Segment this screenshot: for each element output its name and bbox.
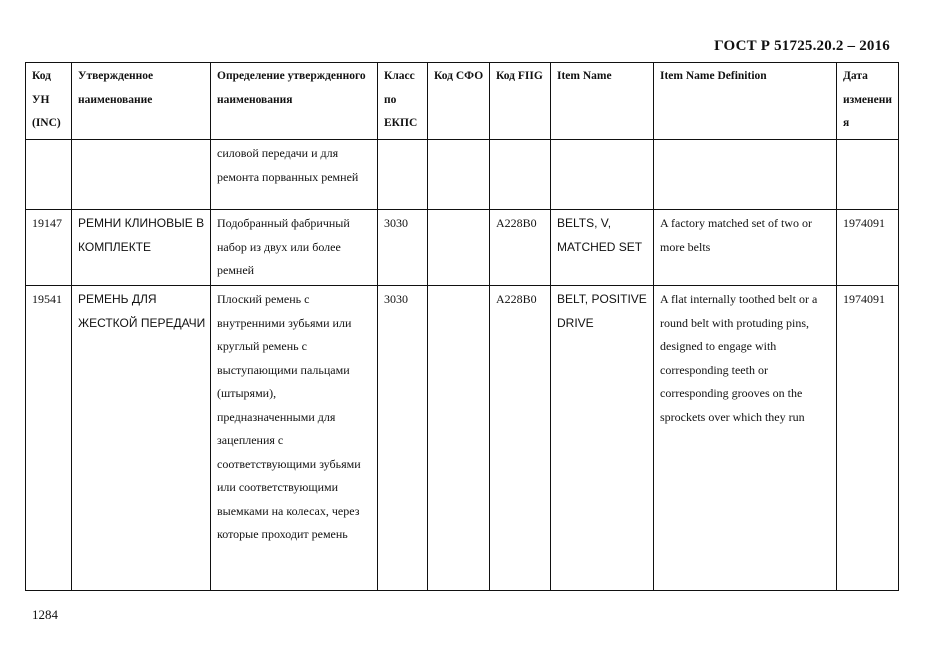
- cell-approved-name: [72, 140, 211, 210]
- page-number: 1284: [32, 607, 58, 622]
- cell-item-name: BELTS, V, MATCHED SET: [551, 210, 654, 286]
- cell-item-name-definition: A flat internally toothed belt or a round belt with protuding pins, designed to engage with corresponding teeth or corresponding grooves on the sprockets over which they run: [654, 286, 837, 591]
- cell-approved-name: РЕМЕНЬ ДЛЯ ЖЕСТКОЙ ПЕРЕДАЧИ: [72, 286, 211, 591]
- cell-fiig: [490, 140, 551, 210]
- column-header-definition: Определение утвержденного наименования: [211, 63, 378, 140]
- document-standard-header: ГОСТ Р 51725.20.2 – 2016: [714, 38, 890, 54]
- column-header-change-date: Дата изменения: [837, 63, 899, 140]
- cell-class: 3030: [378, 286, 428, 591]
- cell-change-date: 1974091: [837, 286, 899, 591]
- cell-inc: 19541: [26, 286, 72, 591]
- cell-sfo: [428, 140, 490, 210]
- table-row: [26, 140, 899, 210]
- classification-table: [25, 62, 899, 591]
- column-header-inc: Код УН (INC): [26, 63, 72, 140]
- cell-change-date: 1974091: [837, 210, 899, 286]
- cell-fiig: A228B0: [490, 286, 551, 591]
- table-row: [26, 286, 899, 591]
- column-header-item-name: Item Name: [551, 63, 654, 140]
- cell-item-name: [551, 140, 654, 210]
- cell-change-date: [837, 140, 899, 210]
- cell-definition: Плоский ремень с внутренними зубьями или круглый ремень с выступающими пальцами (штырями), предназначенными для зацепления с соответствующими зубьями или соответствующими выемками на колесах, через которые проходит ремень: [211, 286, 378, 591]
- cell-inc: [26, 140, 72, 210]
- column-header-sfo: Код СФО: [428, 63, 490, 140]
- cell-class: [378, 140, 428, 210]
- cell-sfo: [428, 286, 490, 591]
- cell-class: 3030: [378, 210, 428, 286]
- cell-definition: силовой передачи и для ремонта порванных ремней: [211, 140, 378, 210]
- table-header-row: [26, 63, 899, 140]
- cell-sfo: [428, 210, 490, 286]
- column-header-fiig: Код FIIG: [490, 63, 551, 140]
- table-row: [26, 210, 899, 286]
- cell-fiig: A228B0: [490, 210, 551, 286]
- cell-inc: 19147: [26, 210, 72, 286]
- cell-item-name-definition: A factory matched set of two or more belts: [654, 210, 837, 286]
- cell-item-name-definition: [654, 140, 837, 210]
- cell-approved-name: РЕМНИ КЛИНОВЫЕ В КОМПЛЕКТЕ: [72, 210, 211, 286]
- cell-definition: Подобранный фабричный набор из двух или более ремней: [211, 210, 378, 286]
- cell-item-name: BELT, POSITIVE DRIVE: [551, 286, 654, 591]
- column-header-approved-name: Утвержденное наименование: [72, 63, 211, 140]
- column-header-class: Класс по ЕКПС: [378, 63, 428, 140]
- column-header-item-name-definition: Item Name Definition: [654, 63, 837, 140]
